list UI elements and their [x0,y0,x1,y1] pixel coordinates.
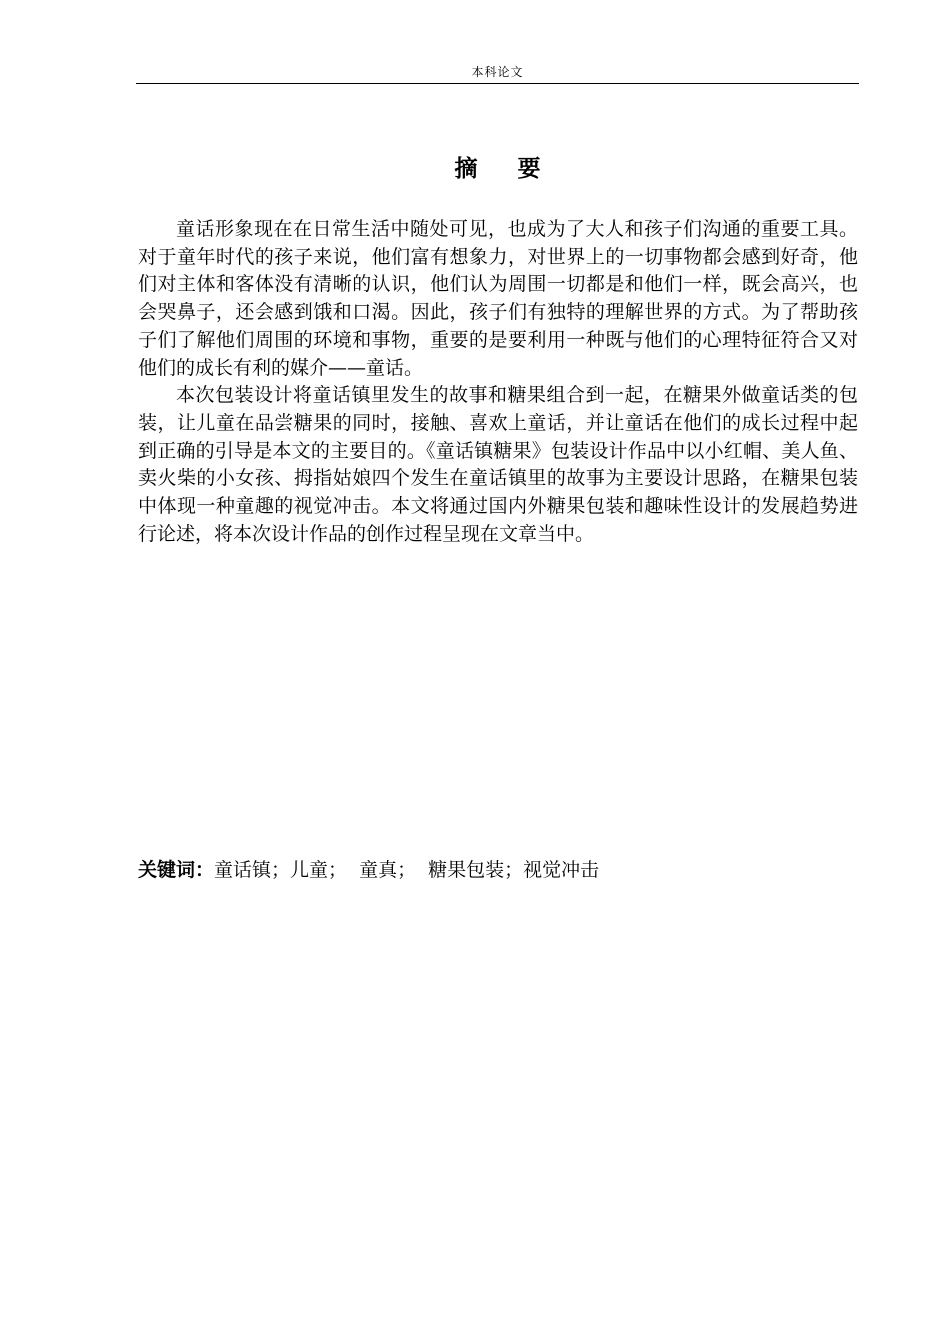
abstract-title-char-1: 摘 [454,156,478,182]
running-header: 本科论文 [471,65,524,79]
abstract-paragraph-1: 童话形象现在在日常生活中随处可见，也成为了大人和孩子们沟通的重要工具。对于童年时代的孩子来说，他们富有想象力，对世界上的一切事物都会感到好奇，他们对主体和客体没有清晰的认识，他们认为周围一切都是和他们一样，既会高兴，也会哭鼻子，还会感到饿和口渴。因此，孩子们有独特的理解世界的方式。为了帮助孩子们了解他们周围的环境和事物，重要的是要利用一种既与他们的心理特征符合又对他们的成长有利的媒介——童话。 [138,218,858,379]
keywords-value: 童话镇；儿童； 童真； 糖果包装；视觉冲击 [214,859,600,881]
header-rule [136,83,859,84]
abstract-title-char-2: 要 [517,156,541,182]
abstract-body [138,216,858,548]
keywords-label: 关键词： [138,859,215,881]
keywords-line [138,856,858,884]
abstract-title [136,153,859,185]
abstract-paragraph-2: 本次包装设计将童话镇里发生的故事和糖果组合到一起，在糖果外做童话类的包装，让儿童在品尝糖果的同时，接触、喜欢上童话，并让童话在他们的成长过程中起到正确的引导是本文的主要目的。《童话镇糖果》包装设计作品中以小红帽、美人鱼、卖火柴的小女孩、拇指姑娘四个发生在童话镇里的故事为主要设计思路，在糖果包装中体现一种童趣的视觉冲击。本文将通过国内外糖果包装和趣味性设计的发展趋势进行论述，将本次设计作品的创作过程呈现在文章当中。 [138,384,858,545]
